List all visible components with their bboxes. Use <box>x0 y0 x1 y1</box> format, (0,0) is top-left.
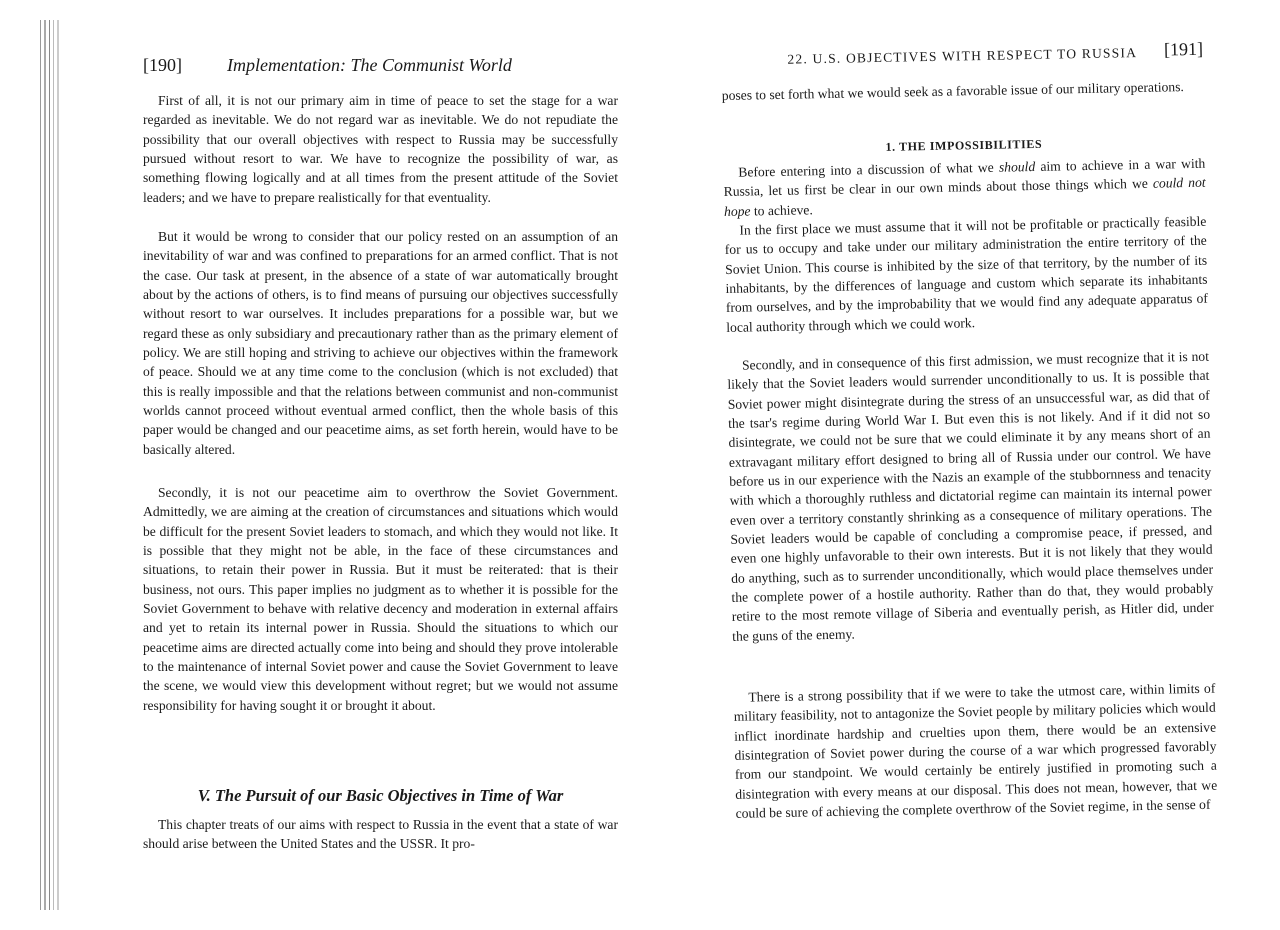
emphasis: should <box>998 158 1036 175</box>
paragraph: There is a strong possibility that if we were to take the utmost care, within limits of military feasibility, not to antagonize the Soviet people by military policies which would inflict inordinate hardship and cruelties upon them, there would be an extensive disintegration of Soviet power during the course of a war which progressed favorably from our standpoint. We would certainly be entirely justified in promoting such a disintegration with every means at our disposal. This does not mean, however, that we could be sure of achieving the complete overthrow of the Soviet regime, in the sense of <box>733 680 1218 821</box>
paragraph <box>723 154 1206 221</box>
paragraph: This chapter treats of our aims with respect to Russia in the event that a state of war should arise between the United States and the USSR. It pro- <box>143 817 618 852</box>
paragraph: In the first place we must assume that it will not be profitable or practically feasible for us to occupy and take under our military administration the entire territory of the Soviet Union. This course is inhibited by the size of that territory, by the number of its inhabitants, by the differences of language and custom which separate its inhabitants from ourselves, and by the improbability that we would find any adequate apparatus of local authority through which we could work. <box>724 213 1208 335</box>
text-run: to achieve. <box>750 201 813 219</box>
text-run: aim to achieve in a war with Russia, let us first be clear in our own minds about those things which we <box>723 155 1206 200</box>
paragraph: Secondly, it is not our peacetime aim to overthrow the Soviet Government. Admittedly, we are aiming at the creation of circumstances and situations which would be difficult for the present Soviet leaders to stomach, and which they would not like. It is possible that they might not be able, in the face of these circumstances and situations, to retain their power in Russia. But it must be reiterated: that is their business, not ours. This paper implies no judgment as to whether it is possible for the Soviet Government to behave with relative decency and moderation in external affairs and yet to retain its internal power in Russia. Should the situations to which our peacetime aims are directed actually come into being and should they prove intolerable to the maintenance of internal Soviet power and cause the Soviet Government to leave the scene, we would view this development without regret; but we would not assume responsibility for having sought it or brought it about. <box>143 485 618 713</box>
text-run: Before entering into a discussion of what we <box>738 159 1000 180</box>
page-number: [191] <box>1163 38 1204 60</box>
emphasis: could not hope <box>723 175 1206 219</box>
chapter-running-title: Implementation: The Communist World <box>227 55 512 75</box>
section-heading: V. The Pursuit of our Basic Objectives in Time of War <box>197 786 564 805</box>
paragraph: First of all, it is not our primary aim in time of peace to set the stage for a war regarded as inevitable. We do not regard war as inevitable. We do not repudiate the possibility that our overall objectives with respect to Russia may be successfully pursued without resort to war. We have to recognize the possibility of war, as something flowing logically and at all times from the present attitude of the Soviet leaders; and we have to prepare realistically for that eventuality. <box>143 93 618 205</box>
book-gutter-edge <box>38 20 62 910</box>
paragraph: But it would be wrong to consider that our policy rested on an assumption of an inevitability of war and was confined to preparations for an armed conflict. That is not the case. Our task at present, in the absence of a state of war automatically brought about by the actions of others, is to find means of pursuing our objectives successfully without resort to war ourselves. It includes preparations for a possible war, but we regard these as only subsidiary and precautionary rather than as the primary element of policy. We are still hoping and striving to achieve our objectives within the framework of peace. Should we at any time come to the conclusion (which is not excluded) that this is really impossible and that the relations between communist and non-communist worlds cannot proceed without eventual armed conflict, then the whole basis of this paper would be changed and our peacetime aims, as set forth herein, would have to be basically altered. <box>143 229 618 457</box>
paragraph: Secondly, and in consequence of this first admission, we must recognize that it is not likely that the Soviet leaders would surrender unconditionally to us. It is possible that Soviet power might disintegrate during the stress of an unsuccessful war, as did that of the tsar's regime during World War I. But even this is not likely. And if it did not so disintegrate, we could not be sure that we could eliminate it by any means short of an extravagant military effort designed to bring all of Russia under our control. We have before us in our experience with the Nazis an example of the stubbornness and tenacity with which a thoroughly ruthless and dictatorial regime can maintain its internal power even over a territory constantly shrinking as a consequence of military operations. The Soviet leaders would be capable of concluding a compromise peace, if pressed, and even one highly unfavorable to their own interests. But it is not likely that they would do anything, such as to surrender unconditionally, which would place themselves under the complete power of a hostile authority. Rather than do that, they would probably retire to the most remote village of Siberia and eventually perish, as Hitler did, under the guns of the enemy. <box>727 348 1214 644</box>
left-running-head <box>143 55 618 81</box>
chapter-running-title: 22. U.S. OBJECTIVES WITH RESPECT TO RUSSIA <box>787 45 1138 67</box>
page-number: [190] <box>143 55 182 75</box>
right-running-head <box>721 38 1204 77</box>
paragraph: poses to set forth what we would seek as a favorable issue of our military operations. <box>721 79 1184 103</box>
sub-heading: 1. THE IMPOSSIBILITIES <box>885 136 1043 154</box>
